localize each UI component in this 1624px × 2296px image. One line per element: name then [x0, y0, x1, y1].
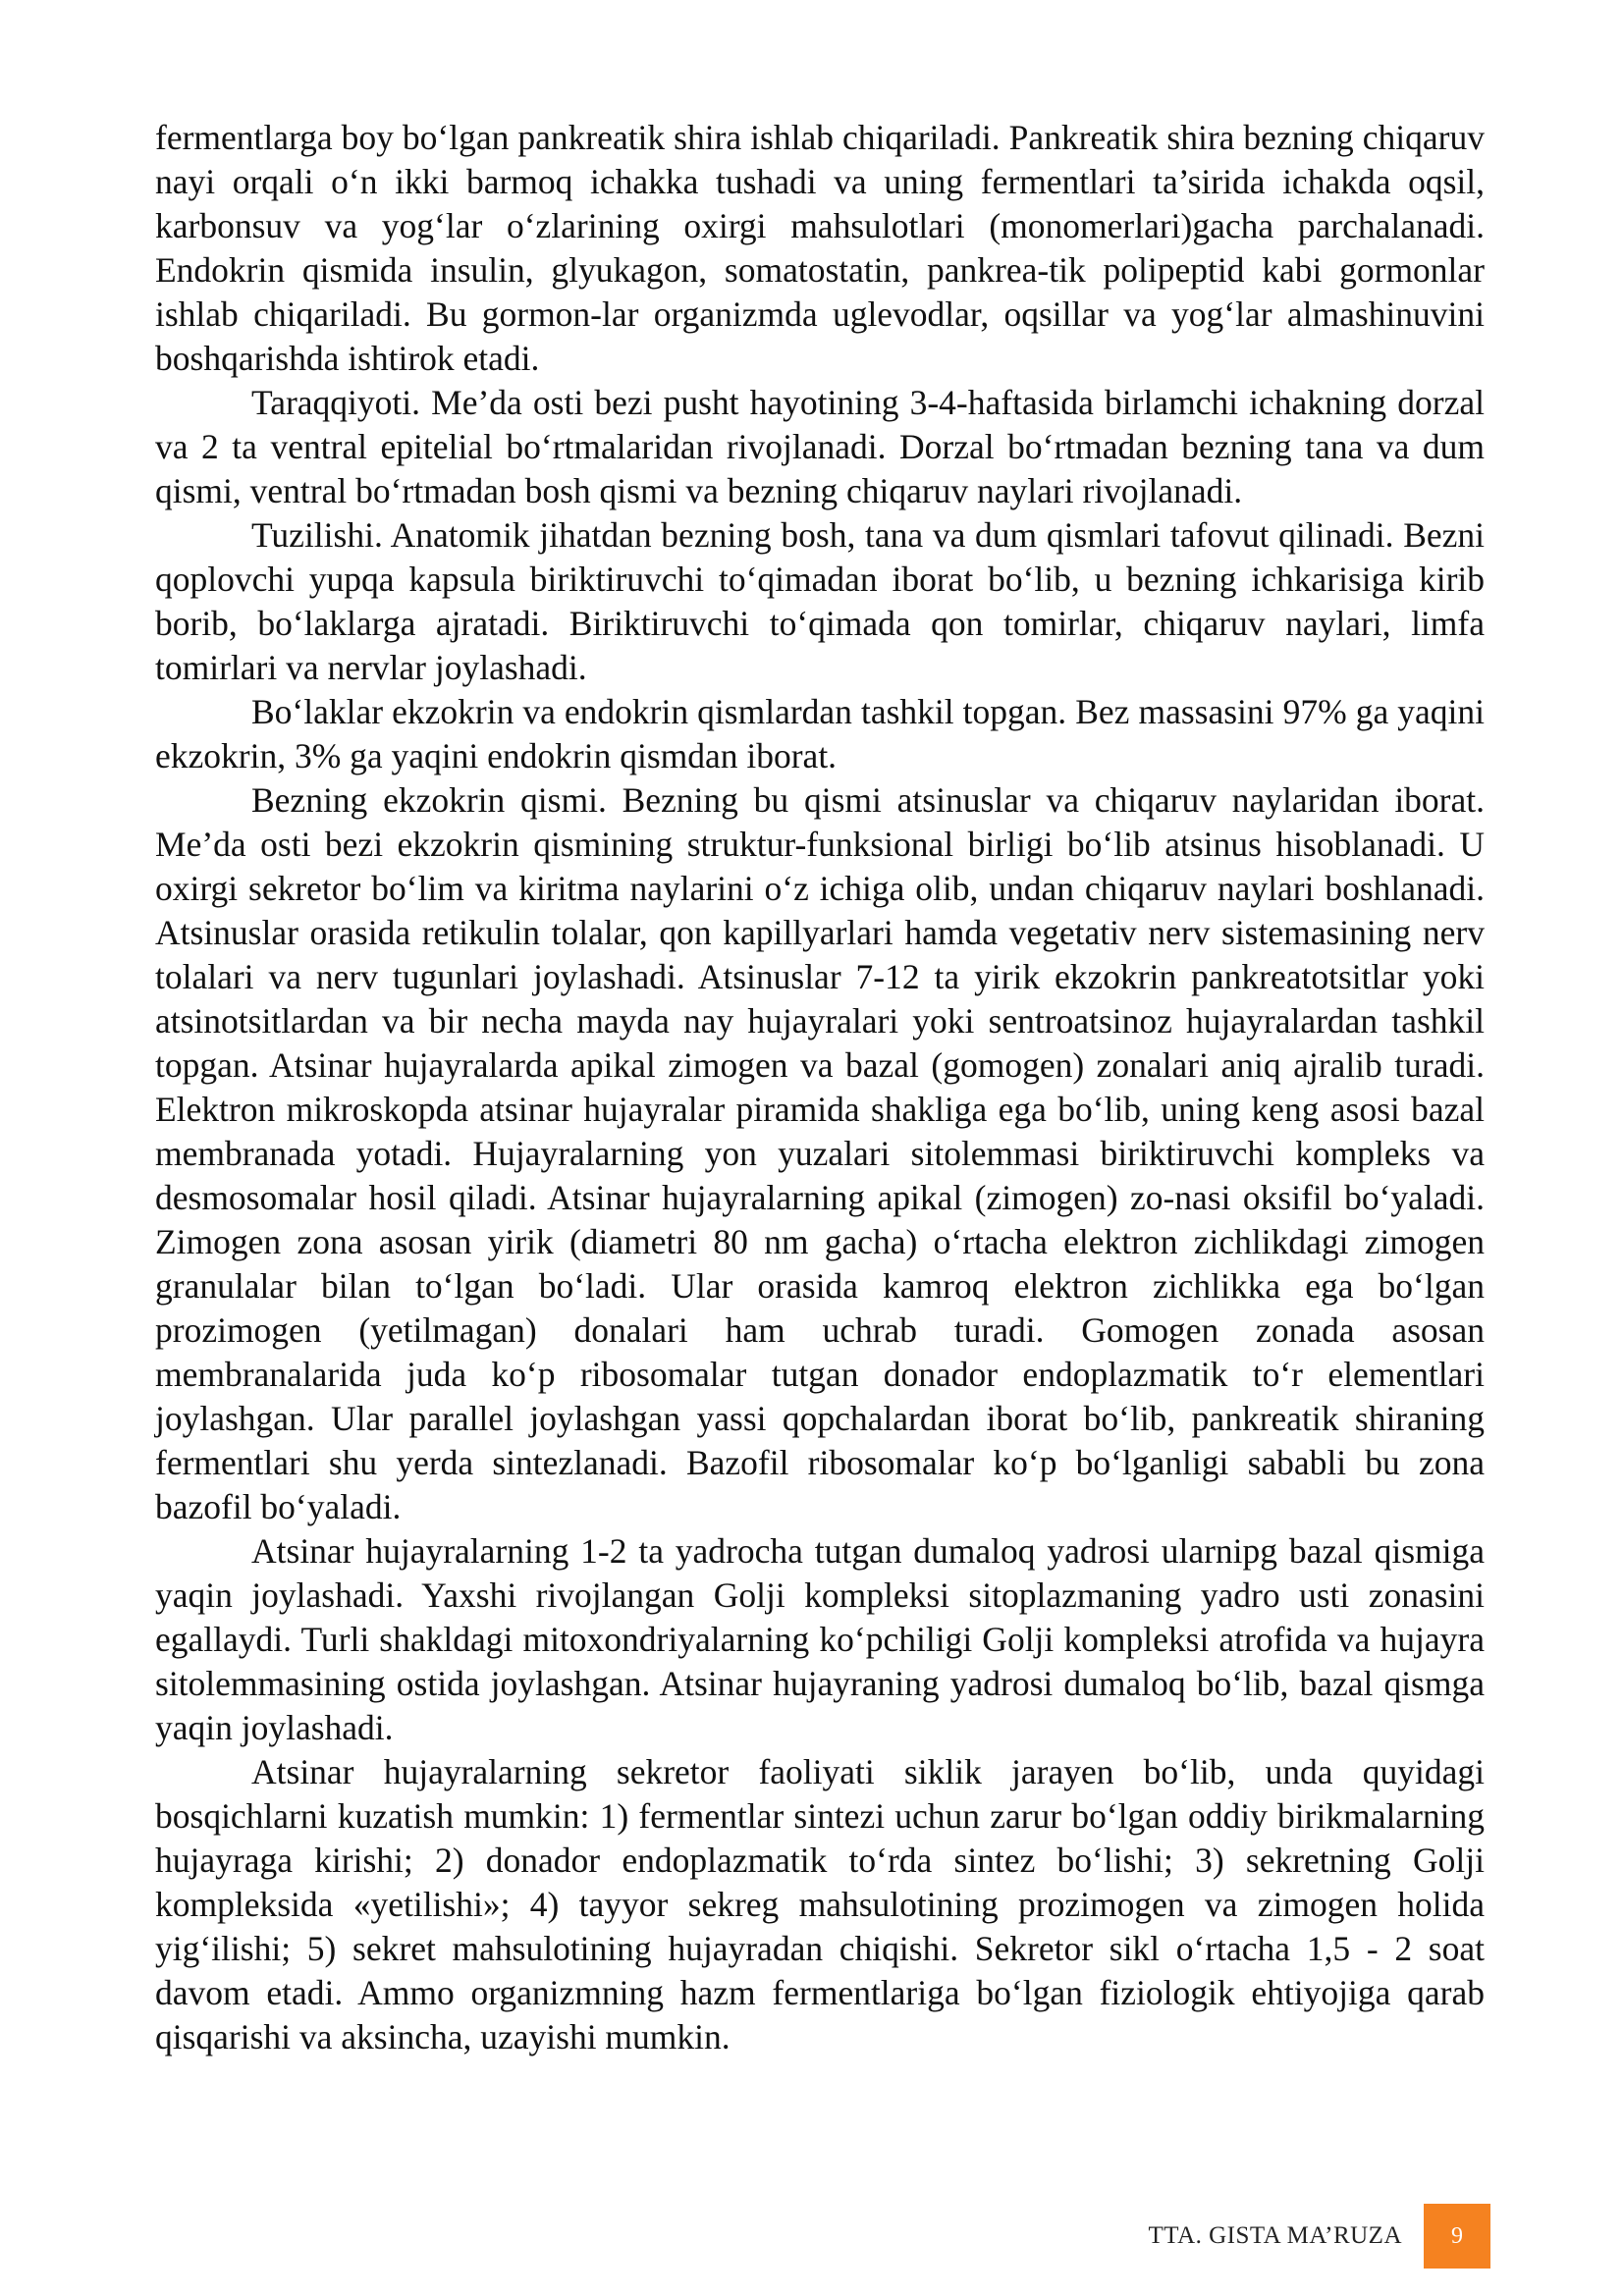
paragraph-ekzokrin-qismi: Bezning ekzokrin qismi. Bezning bu qismi atsinuslar va chiqaruv naylaridan iborat. Me’da osti bezi ekzokrin qismining struktur-funksional birligi bo‘lib atsinus hisoblanadi. U oxirgi sekretor bo‘lim va kiritma naylarini o‘z ichiga olib, undan chiqaruv naylari boshlanadi. Atsinuslar orasida retikulin tolalar, qon kapillyarlari hamda vegetativ nerv sistemasining nerv tolalari va nerv tugunlari joylashadi. Atsinuslar 7-12 ta yirik ekzokrin pankreatotsitlar yoki atsinotsitlardan va bir necha mayda nay hujayralari yoki sentroatsinoz hujayralardan tashkil topgan. Atsinar hujayralarda apikal zimogen va bazal (gomogen) zonalari aniq ajralib turadi. Elektron mikroskopda atsinar hujayralar piramida shakliga ega bo‘lib, uning keng asosi bazal membranada yotadi. Hujayralarning yon yuzalari sitolemmasi biriktiruvchi kompleks va desmosomalar hosil qiladi. Atsinar hujayralarning apikal (zimogen) zo-nasi oksifil bo‘yaladi. Zimogen zona asosan yirik (diametri 80 nm gacha) o‘rtacha elektron zichlikdagi zimogen granulalar bilan to‘lgan bo‘ladi. Ular orasida kamroq elektron zichlikka ega bo‘lgan prozimogen (yetilmagan) donalari ham uchrab turadi. Gomogen zonada asosan membranalarida juda ko‘p ribosomalar tutgan donador endoplazmatik to‘r elementlari joylashgan. Ular parallel joylashgan yassi qopchalardan iborat bo‘lib, pankreatik shiraning fermentlari shu yerda sintezlanadi. Bazofil ribosomalar ko‘p bo‘lganligi sababli bu zona bazofil bo‘yaladi.: [155, 780, 1485, 1526]
paragraph-atsinar-yadro: Atsinar hujayralarning 1-2 ta yadrocha tutgan dumaloq yadrosi ularnipg bazal qismiga yaqin joylashadi. Yaxshi rivojlangan Golji kompleksi sitoplazmaning yadro usti zonasini egallaydi. Turli shakldagi mitoxondriyalarning ko‘pchiligi Golji kompleksi atrofida va hujayra sitolemmasining ostida joylashgan. Atsinar hujayraning yadrosi dumaloq bo‘lib, bazal qismga yaqin joylashadi.: [155, 1531, 1485, 1747]
paragraph-continuation: fermentlarga boy bo‘lgan pankreatik shira ishlab chiqariladi. Pankreatik shira bezning chiqaruv nayi orqali o‘n ikki barmoq ichakka tushadi va uning fermentlari ta’sirida ichakda oqsil, karbonsuv va yog‘lar o‘zlarining oxirgi mahsulotlari (monomerlari)gacha parchalanadi. Endokrin qismida insulin, glyukagon, somatostatin, pankrea-tik polipeptid kabi gormonlar ishlab chiqariladi. Bu gormon-lar organizmda uglevodlar, oqsillar va yog‘lar almashinuvini boshqarishda ishtirok etadi.: [155, 118, 1485, 378]
paragraph-taraqqiyoti: Taraqqiyoti. Me’da osti bezi pusht hayotining 3-4-haftasida birlamchi ichakning dorzal va 2 ta ventral epitelial bo‘rtmalaridan rivojlanadi. Dorzal bo‘rtmadan bezning tana va dum qismi, ventral bo‘rtmadan bosh qismi va bezning chiqaruv naylari rivojlanadi.: [155, 383, 1485, 510]
page-number-badge: 9: [1424, 2204, 1490, 2269]
paragraph-bolaklar: Bo‘laklar ekzokrin va endokrin qismlardan tashkil topgan. Bez massasini 97% ga yaqini ekzokrin, 3% ga yaqini endokrin qismdan iborat.: [155, 692, 1485, 775]
footer-title: TTA. GISTA MA’RUZA: [1148, 2222, 1402, 2249]
page-footer: [1149, 2204, 1490, 2269]
paragraph-tuzilishi: Tuzilishi. Anatomik jihatdan bezning bosh, tana va dum qismlari tafovut qilinadi. Bezni qoplovchi yupqa kapsula biriktiruvchi to‘qimadan iborat bo‘lib, u bezning ichkarisiga kirib borib, bo‘laklarga ajratadi. Biriktiruvchi to‘qimada qon tomirlar, chiqaruv naylari, limfa tomirlari va nervlar joylashadi.: [155, 515, 1485, 687]
paragraph-sekretor-faoliyat: Atsinar hujayralarning sekretor faoliyati siklik jarayen bo‘lib, unda quyidagi bosqichlarni kuzatish mumkin: 1) fermentlar sintezi uchun zarur bo‘lgan oddiy birikmalarning hujayraga kirishi; 2) donador endoplazmatik to‘rda sintez bo‘lishi; 3) sekretning Golji kompleksida «yetilishi»; 4) tayyor sekreg mahsulotining prozimogen va zimogen holida yig‘ilishi; 5) sekret mahsulotining hujayradan chiqishi. Sekretor sikl o‘rtacha 1,5 - 2 soat davom etadi. Ammo organizmning hazm fermentlariga bo‘lgan fiziologik ehtiyojiga qarab qisqarishi va aksincha, uzayishi mumkin.: [155, 1752, 1485, 2056]
page-body: [155, 116, 1485, 2059]
